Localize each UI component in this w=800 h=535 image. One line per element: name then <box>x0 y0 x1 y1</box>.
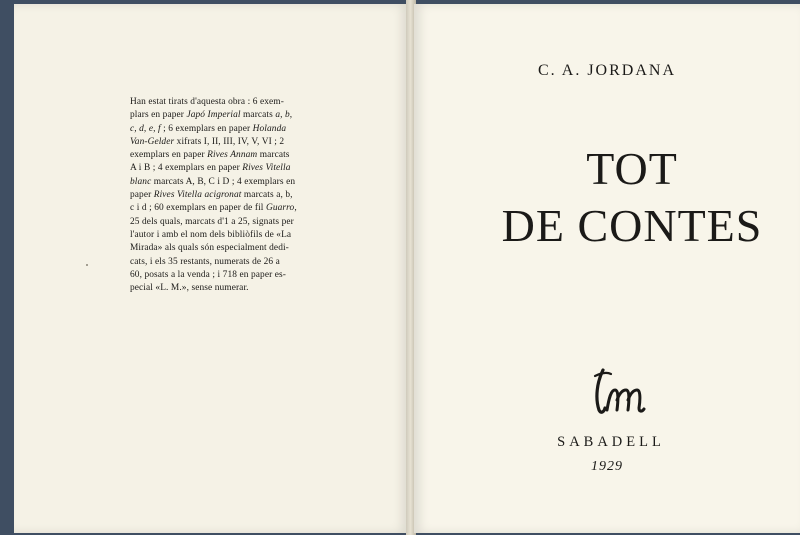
title-page <box>414 4 800 533</box>
lm-monogram-icon <box>589 364 647 418</box>
colophon-line: blanc marcats A, B, C i D ; 4 exemplars en <box>130 176 296 187</box>
colophon-line: Van-Gelder xifrats I, II, III, IV, V, VI ; 2 <box>130 136 285 147</box>
colophon-line: paper Rives Vitella acigronat marcats a, b, <box>130 190 293 201</box>
colophon-line: pecial «L. M.», sense numerar. <box>130 283 249 294</box>
colophon-line: cats, i els 35 restants, numerats de 26 a <box>130 256 280 267</box>
title-line-1: TOT <box>586 143 678 194</box>
colophon-line: l'autor i amb el nom dels bibliòfils de «La <box>130 229 292 240</box>
colophon-text <box>130 96 326 295</box>
book-title <box>482 140 782 254</box>
colophon-line: Mirada» als quals són especialment dedi- <box>130 243 289 254</box>
left-page <box>14 4 408 533</box>
title-line-2: DE CONTES <box>501 200 763 251</box>
colophon-line: plars en paper Japó Imperial marcats a, b, <box>130 110 293 121</box>
colophon-line: c i d ; 60 exemplars en paper de fil Guarro, <box>130 203 297 214</box>
colophon-line: 25 dels quals, marcats d'1 a 25, signats per <box>130 216 294 227</box>
colophon-line: Han estat tirats d'aquesta obra : 6 exem- <box>130 97 284 107</box>
colophon-line: exemplars en paper Rives Annam marcats <box>130 150 290 161</box>
colophon-line: 60, posats a la venda ; i 718 en paper es- <box>130 269 286 280</box>
colophon-line: A i B ; 4 exemplars en paper Rives Vitella <box>130 163 291 174</box>
author-name: C. A. JORDANA <box>537 62 676 79</box>
colophon-line: c, d, e, f ; 6 exemplars en paper Holanda <box>130 123 287 134</box>
paper-speck <box>86 264 88 266</box>
publication-year: 1929 <box>591 459 623 474</box>
publisher-city: SABADELL <box>557 434 665 450</box>
